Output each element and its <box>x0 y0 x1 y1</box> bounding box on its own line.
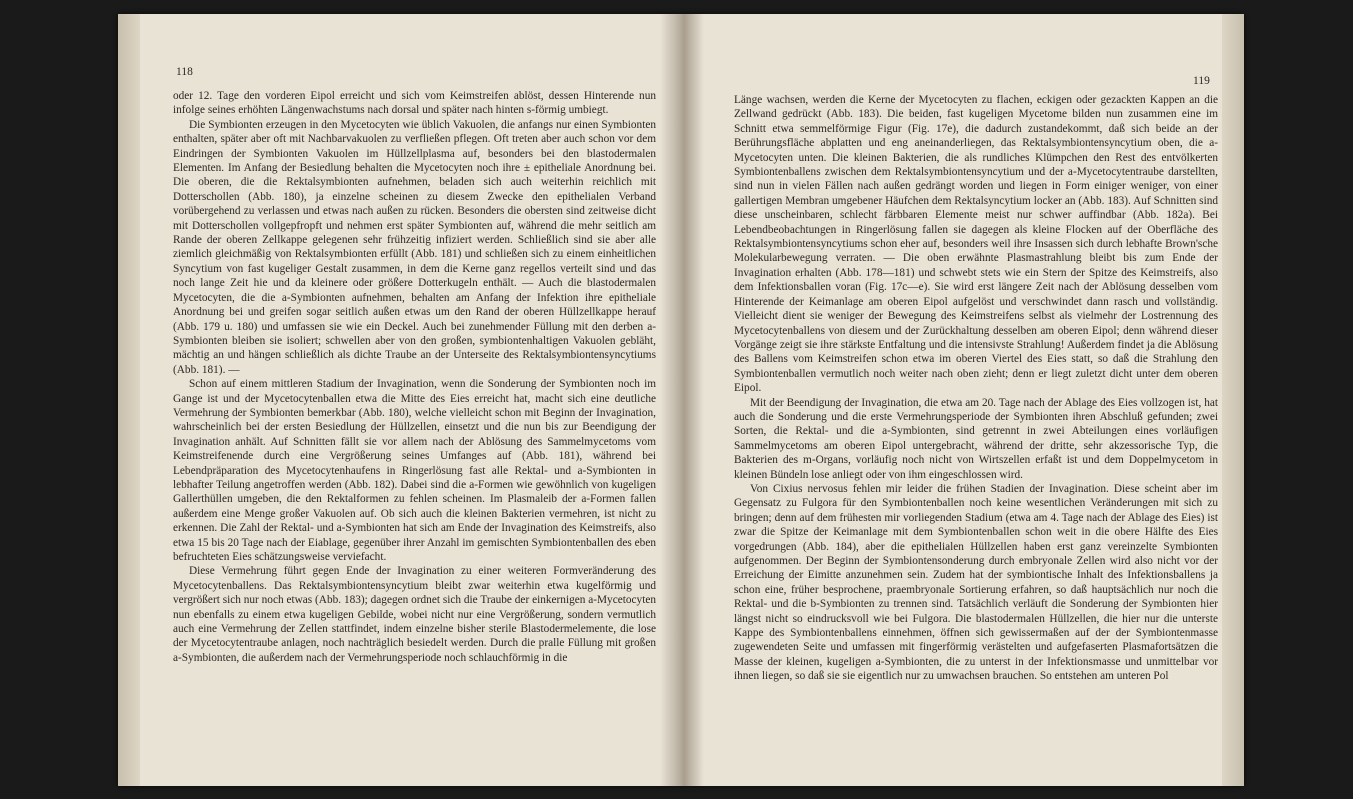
right-page-number: 119 <box>1193 75 1210 87</box>
left-page-edge <box>118 14 140 786</box>
right-page-text <box>734 93 1218 684</box>
paragraph: Von Cixius nervosus fehlen mir leider die frühen Stadien der Invagination. Diese scheint aber im Gegensatz zu Fulgora für den Symbiontenballen noch keine wesentlichen Veränderungen mit sich zu bringen; denn auf dem frühesten mir vorliegenden Stadium (etwa am 4. Tage nach der Ablage des Eies) ist zwar die Spitze der Keimanlage mit dem Symbiontenballen schon weit in die obere Hälfte des Eies vorgedrungen (Abb. 184), aber die epithelialen Hüllzellen haben erst ganz vereinzelte Symbionten aufgenommen. Der Beginn der Symbiontensonderung durch embryonale Zellen wird also nicht vor der Erreichung der Eimitte anzunehmen sein. Zudem hat der symbiontische Inhalt des Infektionsballens ja schon eine, früher besprochene, praembryonale Sortierung erfahren, so daß hauptsächlich nur noch die Rektal- und die b-Symbionten zu trennen sind. Tatsächlich verläuft die Sonderung der Symbionten hier längst nicht so eindrucksvoll wie bei Fulgora. Die blastodermalen Hüllzellen, die hier nur die unterste Kappe des Symbiontenballens einnehmen, öffnen sich gewissermaßen auf der der Symbiontenmasse zugewendeten Seite und umfassen mit fingerförmig verästelten und aufgefaserten Plasmafortsätzen die Masse der kleinen, kugeligen a-Symbionten, die zu unterst in der Infektionsmasse und unmittelbar vor ihnen liegen, so daß sie sie eigentlich nur zu umwachsen brauchen. So entstehen am unteren Pol <box>734 482 1218 683</box>
paragraph: Diese Vermehrung führt gegen Ende der Invagination zu einer weiteren Formveränderung des Mycetocytenballens. Das Rektalsymbiontensyncytium bleibt zwar weiterhin etwa kugelförmig und vergrößert sich nur noch etwas (Abb. 183); dagegen ordnet sich die Traube der einkernigen a-Mycetocyten nun ebenfalls zu einem etwa kugeligen Gebilde, wobei nicht nur eine Vergrößerung, sondern vermutlich auch eine Vermehrung der Zellen stattfindet, indem einzelne bisher sterile Blastodermelemente, die lose der Mycetocytentraube anlagen, noch nachträglich besiedelt werden. Durch die pralle Füllung mit großen a-Symbionten, die außerdem nach der Vermehrungsperiode noch schlauchförmig in die <box>173 565 656 664</box>
left-page-number: 118 <box>176 66 193 78</box>
book-gutter <box>660 14 704 786</box>
paragraph: Schon auf einem mittleren Stadium der Invagination, wenn die Sonderung der Symbionten noch im Gange ist und der Mycetocytenballen etwa die Mitte des Eies erreicht hat, macht sich eine deutliche Vermehrung der Symbionten bemerkbar (Abb. 180), welche vielleicht schon mit Beginn der Invagination, wahrscheinlich bei der ersten Besiedlung der Hüllzellen, einsetzt und die nun bis zur Beendigung der Invagination anhält. Auf Schnitten fällt sie vor allem nach der Ablösung des Sammelmycetoms vom Keimstreifenende durch eine Vergrößerung seines Umfanges auf (Abb. 181), während bei Lebendpräparation des Mycetocytenhaufens in Ringerlösung fast alle Rektal- und a-Symbionten in lebhafter Teilung angetroffen werden (Abb. 182). Dabei sind die a-Formen wie gewöhnlich von kugeligen Gallerthüllen umgeben, die den Rektalformen zu fehlen scheinen. Im Plasmaleib der a-Formen fallen außerdem eine Menge großer Vakuolen auf. Ob sich auch die kleinen Bakterien vermehren, ist nicht zu erkennen. Die Zahl der Rektal- und a-Symbionten hat sich am Ende der Invagination des Keimstreifs, also etwa 15 bis 20 Tage nach der Eiablage, gegenüber ihrer Anzahl im gemischten Symbiontenballen des eben befruchteten Eies schätzungsweise verviefacht. <box>173 378 656 563</box>
paragraph: Mit der Beendigung der Invagination, die etwa am 20. Tage nach der Ablage des Eies vollzogen ist, hat auch die Sonderung und die erste Vermehrungsperiode der Symbionten ihren Abschluß gefunden; zwei Sorten, die Rektal- und die a-Symbionten, sind getrennt in zwei Abteilungen eines vorläufigen Sammelmycetoms am oberen Eipol untergebracht, während der dritte, sehr akzessorische Typ, die Bakterien des m-Organs, vorläufig noch nicht von Wirtszellen erfaßt ist und dem Doppelmycetom in kleinen Bündeln lose anliegt oder von ihm eingeschlossen wird. <box>734 396 1218 481</box>
paragraph: oder 12. Tage den vorderen Eipol erreicht und sich vom Keimstreifen ablöst, dessen Hinterende nun infolge seines erhöhten Längenwachstums nach dorsal und später nach hinten s-förmig umbiegt. <box>173 90 656 117</box>
left-page-text <box>173 89 656 665</box>
paragraph: Länge wachsen, werden die Kerne der Mycetocyten zu flachen, eckigen oder gezackten Kappen an die Zellwand gedrückt (Abb. 183). Die beiden, fast kugeligen Mycetome bilden nun zusammen eine im Schnitt etwa semmelförmige Figur (Fig. 17e), die dadurch zustandekommt, daß sich beide an der Berührungsfläche abplatten und eng aneinanderliegen, das Rektalsymbiontensyncytium oben, die a-Mycetocyten unten. Die kleinen Bakterien, die als rundliches Klümpchen den Rest des entvölkerten Symbiontenballens zwischen dem Rektalsymbiontensyncytium und der a-Mycetocytentraube darstellten, sind nun in vielen Fällen nach außen gedrängt worden und liegen in Form einiger weniger, von einer gallertigen Membran umgebener Häufchen dem Rektalsyncytium locker an (Abb. 183). Auf Schnitten sind diese unscheinbaren, schlecht färbbaren Elemente meist nur schwer auffindbar (Abb. 182a). Bei Lebendbeobachtungen in Ringerlösung fallen sie dagegen als kleine Flocken auf der Oberfläche des Rektalsymbiontensyncytiums schon eher auf, besonders weil ihre Insassen sich durch lebhafte Brown'sche Molekularbewegung verraten. — Die oben erwähnte Plasmastrahlung bleibt bis zum Ende der Invagination erhalten (Abb. 178—181) und schwebt stets wie ein Stern der Spitze des Keimstreifs, also dem Infektionsballen voran (Fig. 17c—e). Sie wird erst längere Zeit nach der Ablösung desselben vom Hinterende der Keimanlage am oberen Eipol aufgelöst und verschwindet dann rasch und vollständig. Vielleicht dient sie weniger der Bewegung des Keimstreifens selbst als vielmehr der Lostrennung des Mycetocytenballens von diesem und der Zurückhaltung desselben am oberen Eipol; denn während dieser Vorgänge zeigt sie ihre stärkste Entfaltung und die intensivste Strahlung! Außerdem findet ja die Ablösung des Ballens vom Keimstreifen schon etwa im oberen Viertel des Eies statt, so daß die Strahlung den Symbiontenballen vermutlich noch weiter nach oben zieht; denn er liegt zuletzt dicht unter dem oberen Eipol. <box>734 94 1218 395</box>
paragraph: Die Symbionten erzeugen in den Mycetocyten wie üblich Vakuolen, die anfangs nur einen Symbionten enthalten, später aber oft mit Nachbarvakuolen zu verfließen pflegen. Oft treten aber auch schon vor dem Eindringen der Symbionten Vakuolen im Hüllzellplasma auf, besonders bei den blastodermalen Elementen. Im Anfang der Besiedlung behalten die Mycetocyten noch ihre ± epitheliale Anordnung bei. Die oberen, die die Rektalsymbionten aufnehmen, beladen sich auch weiterhin reichlich mit Dotterschollen (Abb. 180), ja einzelne scheinen zu diesem Zwecke den epithelialen Verband vorübergehend zu verlassen und etwas nach außen zu rücken. Besonders die obersten sind zeitweise dicht mit Dotterschollen vollgepfropft und nehmen erst später Symbionten auf, während die mehr seitlich am Rande der oberen Zellkappe gelegenen sehr frühzeitig infiziert werden. Schließlich sind sie aber alle ziemlich gleichmäßig von Rektalsymbionten erfüllt (Abb. 181) und schließen sich zu einem einheitlichen Syncytium von fast kugeliger Gestalt zusammen, in dem die Kerne ganz regellos verteilt sind und das noch lange Zeit hie und da kleinere oder größere Dotterkugeln enthält. — Auch die blastodermalen Mycetocyten, die die a-Symbionten aufnehmen, behalten am Anfang der Infektion ihre epitheliale Anordnung bei und greifen sogar seitlich außen etwas um den Rand der oberen Hüllzellkappe herauf (Abb. 179 u. 180) und umfassen sie wie ein Deckel. Auch bei zunehmender Füllung mit den derben a-Symbionten bleiben sie isoliert; schwellen aber von den großen, symbiontenhaltigen Vakuolen gebläht, mächtig an und hängen schließlich als dichte Traube an der Unterseite des Rektalsymbiontensyncytiums (Abb. 181). — <box>173 118 656 376</box>
right-page-edge <box>1222 14 1244 786</box>
